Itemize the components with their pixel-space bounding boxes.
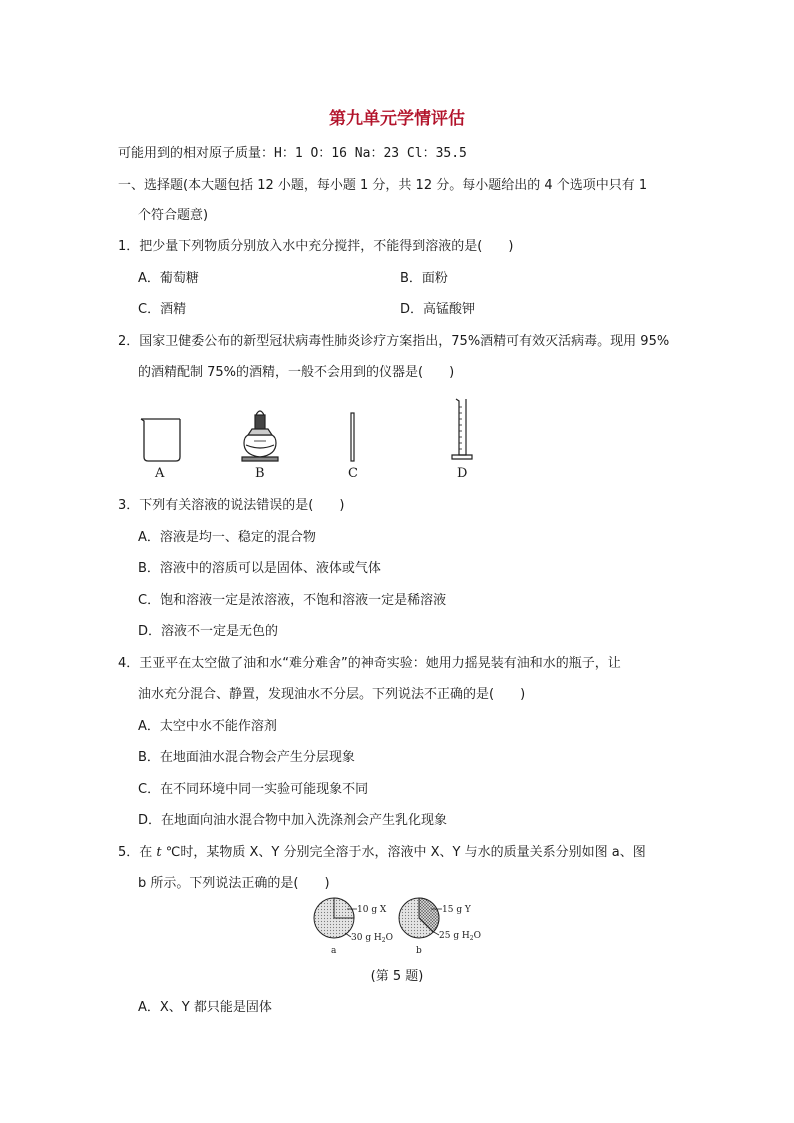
section-heading-line2: 个符合题意) — [138, 208, 209, 223]
glass-rod-icon — [351, 413, 354, 461]
alcohol-lamp-icon — [242, 411, 278, 461]
pie-b — [399, 898, 481, 956]
q4-option-a: A．太空中水不能作溶剂 — [138, 719, 277, 734]
q1-option-a: A．葡萄糖 — [138, 271, 199, 286]
q3-option-a: A．溶液是均一、稳定的混合物 — [138, 530, 316, 545]
instrument-label-d: D — [457, 466, 468, 481]
q5-stem-line1: 5．在 t ℃时，某物质 X、Y 分别完全溶于水，溶液中 X、Y 与水的质量关系分别如图 a、图 — [118, 845, 646, 860]
beaker-icon — [141, 419, 180, 461]
instrument-label-a: A — [155, 466, 165, 481]
q5-option-a: A．X、Y 都只能是固体 — [138, 1000, 272, 1015]
pie-a-water-label: 30 g $H_2O$ — [351, 933, 394, 944]
pie-a-solute-slice — [334, 898, 354, 918]
q4-option-d: D．在地面向油水混合物中加入洗涤剂会产生乳化现象 — [138, 813, 448, 828]
q1-option-b: B．面粉 — [400, 271, 448, 286]
q3-option-c: C．饱和溶液一定是浓溶液，不饱和溶液一定是稀溶液 — [138, 593, 447, 608]
pie-b-water-label: 25 g $H_2O$ — [439, 931, 482, 942]
page-title: 第九单元学情评估 — [329, 109, 465, 129]
q5-pie-figures — [305, 893, 505, 963]
q3-option-d: D．溶液不一定是无色的 — [138, 624, 279, 639]
measuring-cylinder-icon — [452, 399, 472, 459]
q4-option-c: C．在不同环境中同一实验可能现象不同 — [138, 782, 369, 797]
pie-a-solute-label: 10 g X — [357, 905, 387, 915]
q4-option-b: B．在地面油水混合物会产生分层现象 — [138, 750, 355, 765]
q1-option-d: D．高锰酸钾 — [400, 302, 476, 317]
pie-b-solute-label: 15 g Y — [442, 905, 471, 915]
instrument-figures — [130, 395, 490, 465]
instrument-label-b: B — [255, 466, 265, 481]
q2-stem-line1: 2．国家卫健委公布的新型冠状病毒性肺炎诊疗方案指出，75%酒精可有效灭活病毒。现用 95% — [118, 334, 670, 349]
pie-a-tag: a — [331, 946, 337, 956]
q3-stem: 3．下列有关溶液的说法错误的是( ) — [118, 498, 345, 513]
q1-option-c: C．酒精 — [138, 302, 187, 317]
q2-stem-line2: 的酒精配制 75%的酒精，一般不会用到的仪器是( ) — [138, 365, 455, 380]
pie-a — [314, 898, 393, 956]
section-heading-line1: 一、选择题(本大题包括 12 小题，每小题 1 分，共 12 分。每小题给出的 4 个选项中只有 1 — [118, 178, 648, 193]
q3-option-b: B．溶液中的溶质可以是固体、液体或气体 — [138, 561, 381, 576]
atomic-masses: 可能用到的相对原子质量：H：1 O：16 Na：23 Cl：35.5 — [118, 146, 467, 161]
q1-stem: 1．把少量下列物质分别放入水中充分搅拌，不能得到溶液的是( ) — [118, 239, 514, 254]
pie-b-tag: b — [416, 946, 422, 956]
q4-stem-line2: 油水充分混合、静置，发现油水不分层。下列说法不正确的是( ) — [138, 687, 526, 702]
q4-stem-line1: 4．王亚平在太空做了油和水“难分难舍”的神奇实验：她用力摇晃装有油和水的瓶子，让 — [118, 656, 621, 671]
q5-stem-line2: b 所示。下列说法正确的是( ) — [138, 876, 330, 891]
q5-figure-caption: (第 5 题) — [370, 969, 424, 984]
instrument-label-c: C — [348, 466, 358, 481]
